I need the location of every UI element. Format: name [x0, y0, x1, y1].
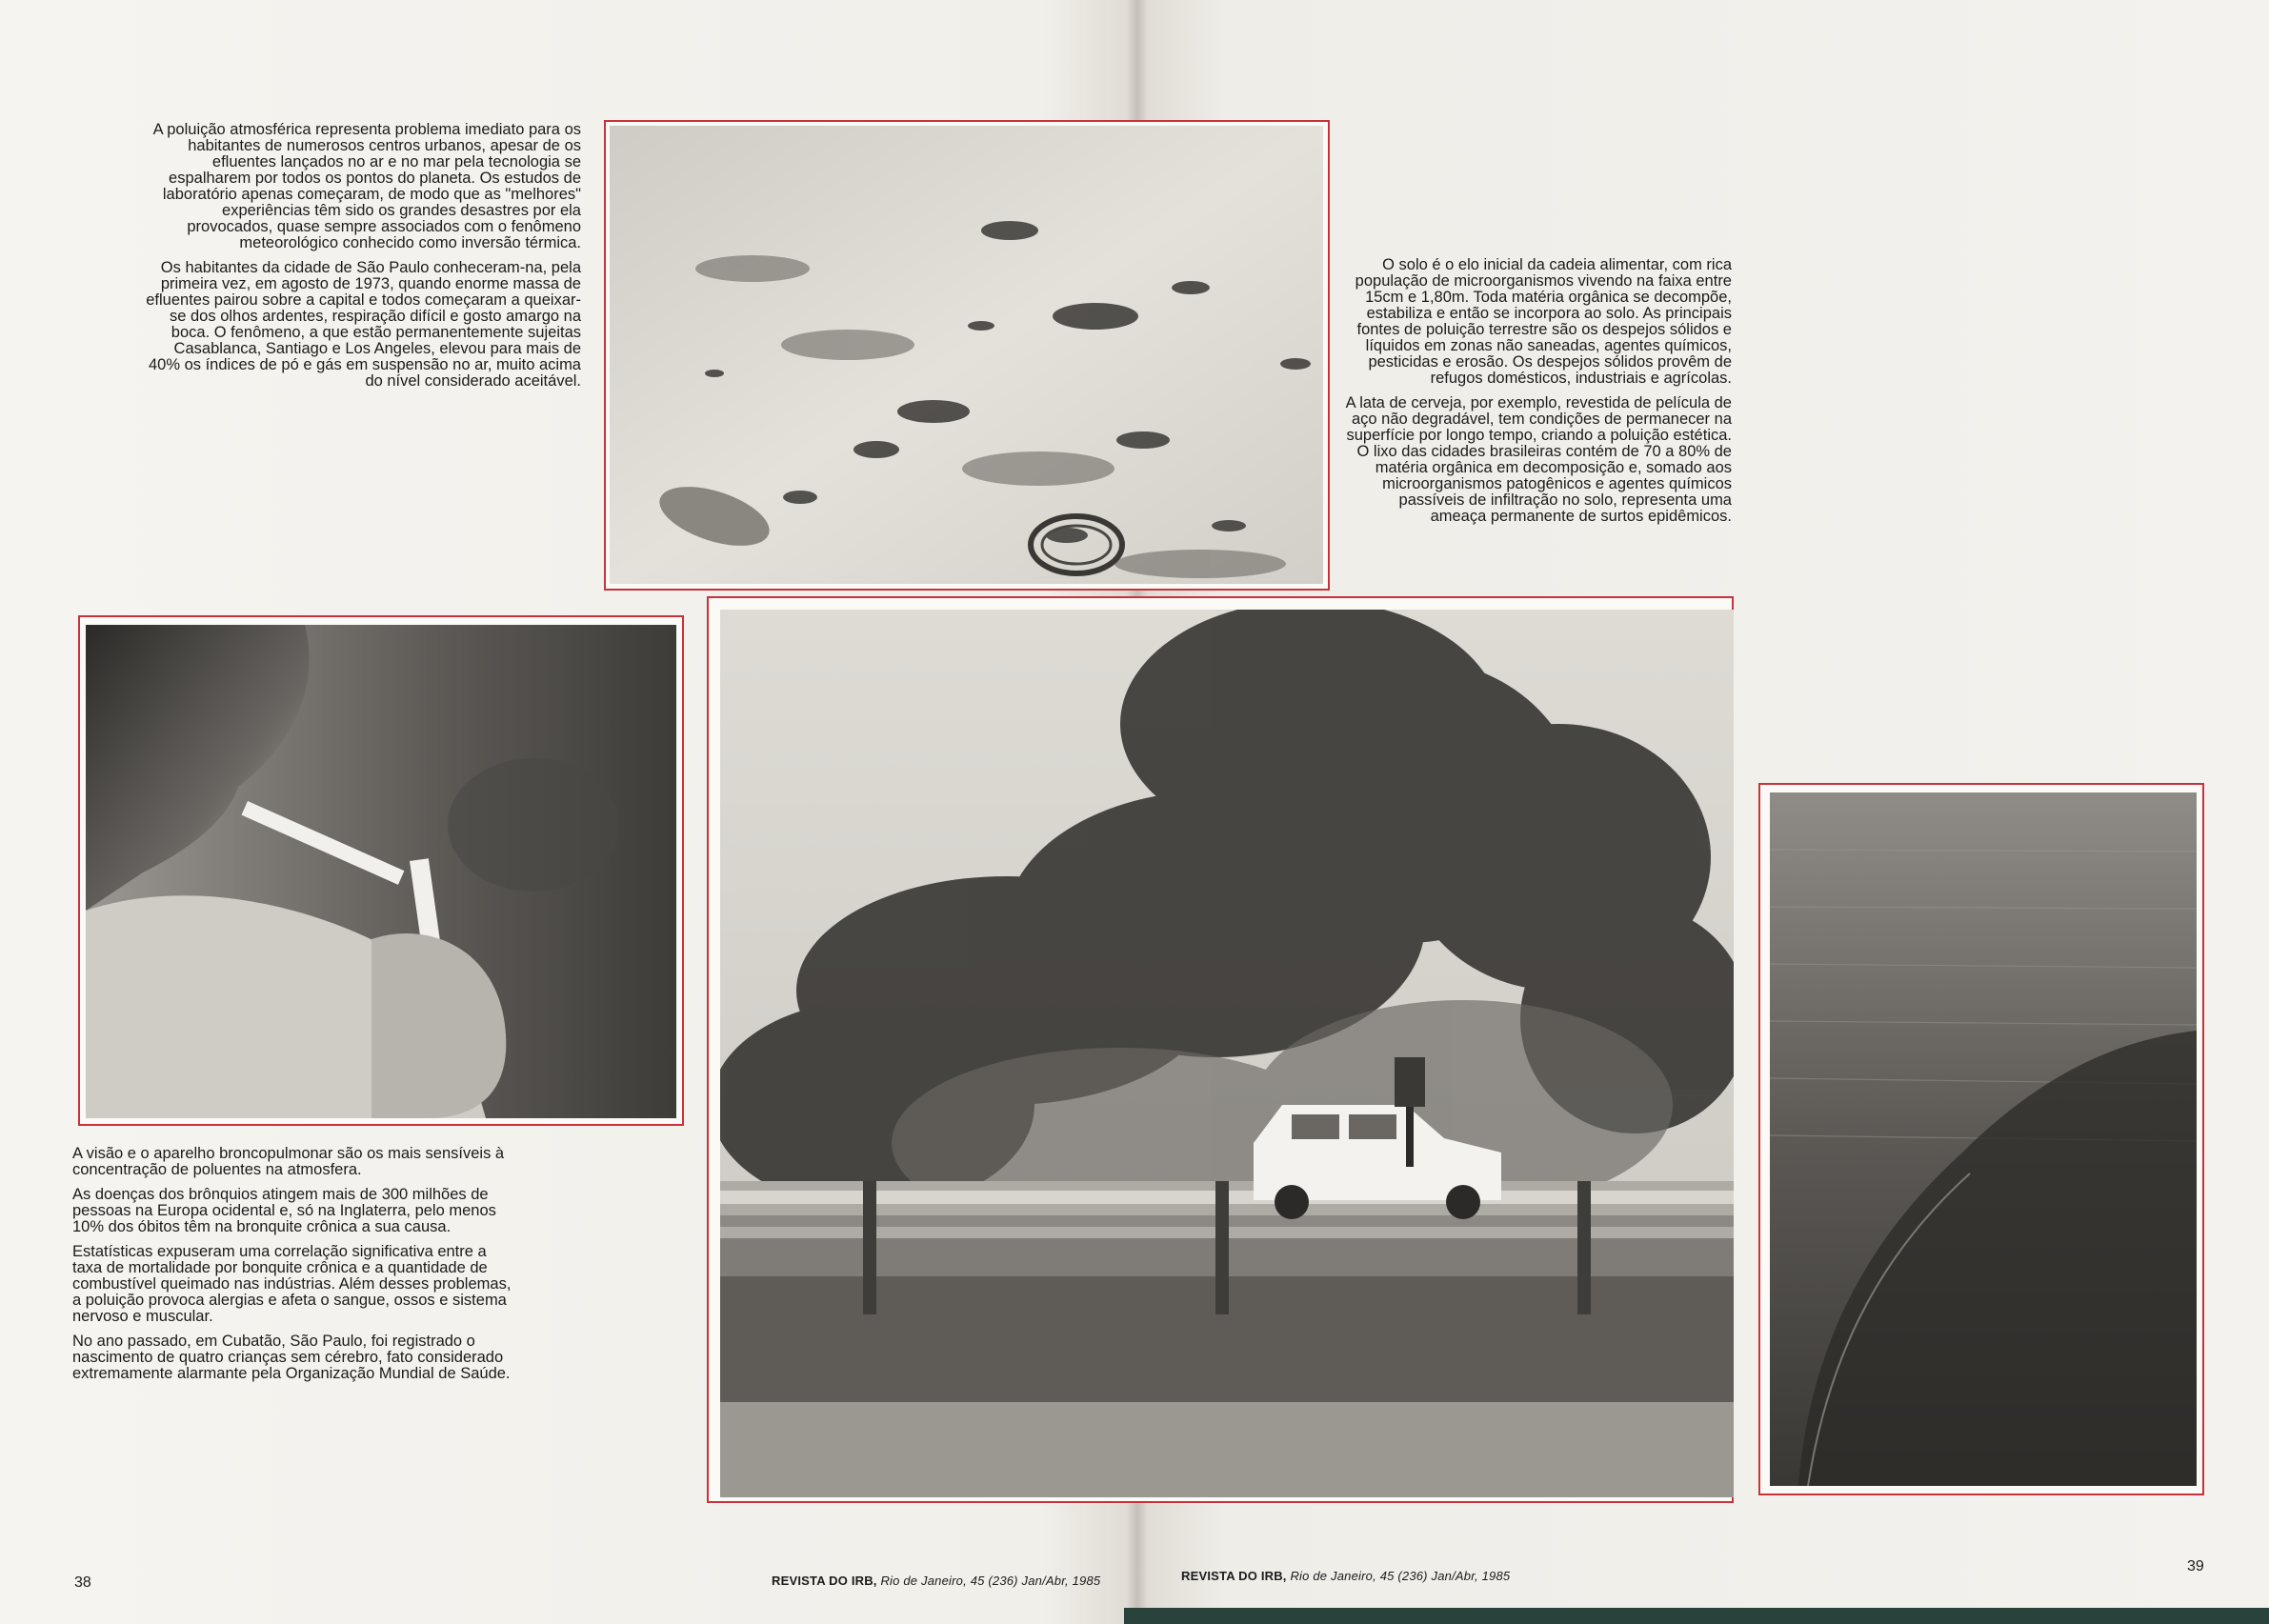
cigarette-smoker-photo	[86, 625, 676, 1118]
left-body-text	[72, 1146, 520, 1391]
cover-edge-band	[1124, 1608, 2269, 1624]
journal-citation: Rio de Janeiro, 45 (236) Jan/Abr, 1985	[1290, 1569, 1511, 1583]
paragraph: A poluição atmosférica representa problema imediato para os habitantes de numerosos centros urbanos, apesar de os efluentes lançados no ar e no mar pela tecnologia se espalharem por todos os pontos do planeta. Os estudos de laboratório apenas começaram, de modo que as "melhores" experiências têm sido os grandes desastres por ela provocados, quase sempre associados com o fenômeno meteorológico conhecido como inversão térmica.	[152, 121, 581, 251]
paragraph: A visão e o aparelho broncopulmonar são os mais sensíveis à concentração de poluentes na atmosfera.	[72, 1145, 505, 1178]
oily-water-photo	[1770, 792, 2197, 1486]
paragraph: O solo é o elo inicial da cadeia alimentar, com rica população de microorganismos vivendo na faixa entre 15cm e 1,80m. Toda matéria orgânica se decompõe, estabiliza e então se incorpora ao solo. As principais fontes de poluição terrestre são os despejos sólidos e líquidos em zonas não saneadas, agentes químicos, pesticidas e erosão. Os despejos sólidos provêm de refugos domésticos, industriais e agrícolas.	[1355, 256, 1732, 387]
footer-left	[772, 1574, 1100, 1588]
journal-name: REVISTA DO IRB,	[1181, 1569, 1287, 1583]
smoke-highway-photo	[720, 610, 1734, 1497]
journal-citation: Rio de Janeiro, 45 (236) Jan/Abr, 1985	[880, 1574, 1101, 1588]
paragraph: No ano passado, em Cubatão, São Paulo, foi registrado o nascimento de quatro crianças sem cérebro, fato considerado extremamente alarmante pela Organização Mundial de Saúde.	[72, 1333, 511, 1382]
paragraph: Estatísticas expuseram uma correlação significativa entre a taxa de mortalidade por bonquite crônica e a quantidade de combustível queimado nas indústrias. Além desses problemas, a poluição provoca alergias e afeta o sangue, ossos e sistema nervoso e muscular.	[72, 1243, 512, 1325]
page-number-right: 39	[2187, 1558, 2204, 1574]
paragraph: A lata de cerveja, por exemplo, revestida de película de aço não degradável, tem condições de permanecer na superfície por longo tempo, criando a poluição estética. O lixo das cidades brasileiras contém de 70 a 80% de matéria orgânica em decomposição e, somado aos microorganismos patogênicos e agentes químicos passíveis de infiltração no solo, representa uma ameaça permanente de surtos epidêmicos.	[1345, 394, 1732, 525]
journal-name: REVISTA DO IRB,	[772, 1574, 877, 1588]
right-intro-text	[1341, 257, 1732, 533]
paragraph: As doenças dos brônquios atingem mais de 300 milhões de pessoas na Europa ocidental e, só na Inglaterra, pelo menos 10% dos óbitos têm na bronquite crônica a sua causa.	[72, 1186, 496, 1235]
left-intro-text	[143, 122, 581, 398]
footer-right	[1181, 1569, 1510, 1583]
page-number-left: 38	[74, 1574, 91, 1591]
paragraph: Os habitantes da cidade de São Paulo conheceram-na, pela primeira vez, em agosto de 1973, quando enorme massa de efluentes pairou sobre a capital e todos começaram a queixar-se dos olhos ardentes, respiração difícil e gosto amargo na boca. O fenômeno, a que estão permanentemente sujeitas Casablanca, Santiago e Los Angeles, elevou para mais de 40% os índices de pó e gás em suspensão no ar, muito acima do nível considerado aceitável.	[146, 259, 581, 390]
beach-litter-photo	[610, 126, 1323, 584]
